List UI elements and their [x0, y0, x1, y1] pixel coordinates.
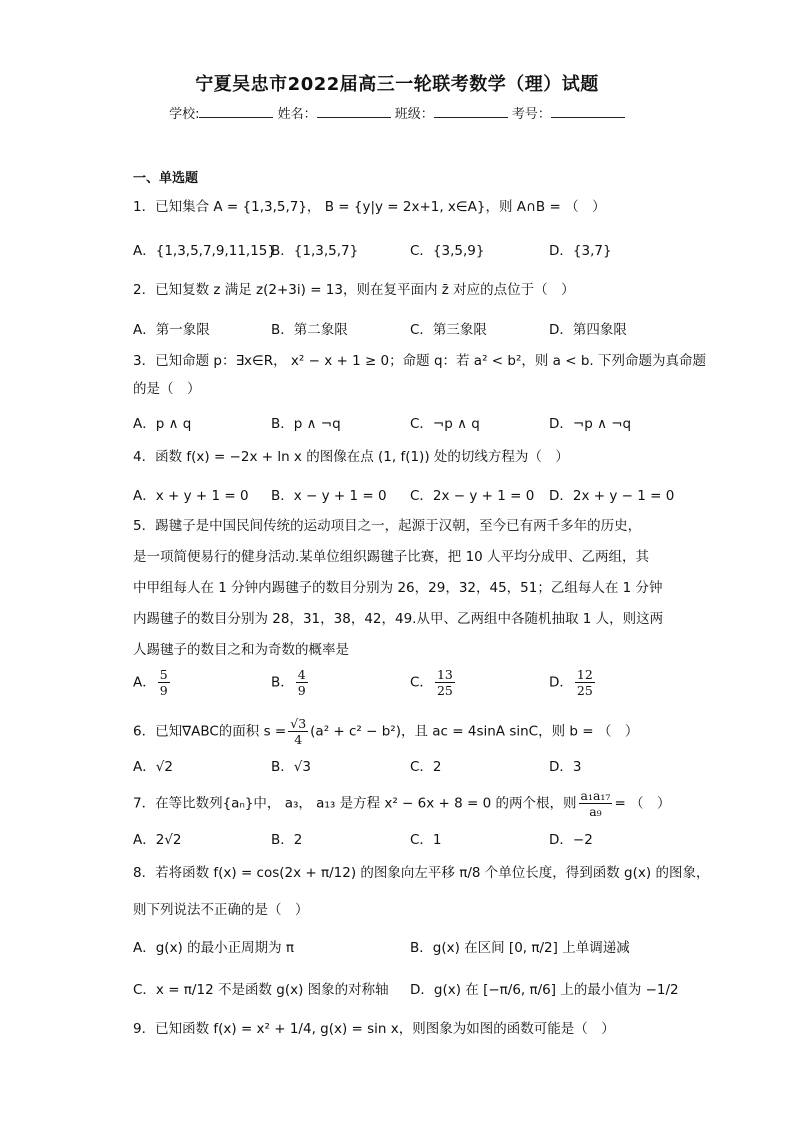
q7-option-b: B．2 [271, 832, 303, 848]
q8-option-c: C．x = π/12 不是函数 g(x) 图象的对称轴 [133, 982, 389, 998]
q8-option-a: A．g(x) 的最小正周期为 π [133, 940, 295, 956]
q6-option-d: D．3 [549, 759, 582, 775]
question-5-line1: 5．踢毽子是中国民间传统的运动项目之一，起源于汉朝，至今已有两千多年的历史， [133, 518, 642, 534]
q4-option-d: D．2x + y − 1 = 0 [549, 488, 675, 504]
q8-option-d: D．g(x) 在 [−π/6, π/6] 上的最小值为 −1/2 [410, 982, 679, 998]
q3-option-b: B．p ∧ ¬q [271, 416, 341, 432]
exam-no-label: 考号： [511, 107, 551, 122]
question-9-stem: 9．已知函数 f(x) = x² + 1/4, g(x) = sin x，则图象为如图的函数可能是（ ） [133, 1021, 615, 1037]
q6-fraction [288, 716, 308, 747]
q7-stem-post: = （ ） [614, 795, 671, 812]
question-7-stem [133, 788, 671, 819]
q6-stem-pre: 6．已知∇ABC的面积 s = [133, 723, 287, 740]
class-blank [434, 105, 508, 118]
q2-option-a: A．第一象限 [133, 322, 210, 338]
q5-option-d-label: D． [549, 674, 573, 691]
question-5-line2: 是一项简便易行的健身活动.某单位组织踢毽子比赛，把 10 人平均分成甲、乙两组，其 [133, 549, 650, 565]
fraction-denominator: 9 [297, 683, 306, 698]
question-2-stem: 2．已知复数 z 满足 z(2+3i) = 13，则在复平面内 z̄ 对应的点位于（ ） [133, 282, 575, 298]
q7-option-a: A．2√2 [133, 832, 182, 848]
class-label: 班级： [394, 107, 434, 122]
q4-option-c: C．2x − y + 1 = 0 [410, 488, 535, 504]
fraction-numerator: √3 [290, 716, 307, 731]
q5-option-c [410, 667, 457, 698]
q5-option-a-label: A． [133, 674, 156, 691]
fraction-denominator: 25 [576, 683, 593, 698]
page-title: 宁夏吴忠市2022届高三一轮联考数学（理）试题 [195, 74, 599, 95]
question-5-line5: 人踢毽子的数目之和为奇数的概率是 [133, 642, 349, 658]
student-info-line [0, 103, 794, 122]
fraction-denominator: 4 [294, 732, 303, 747]
fraction-denominator: a₉ [589, 804, 602, 819]
q6-option-c: C．2 [410, 759, 442, 775]
question-3-stem-line1: 3．已知命题 p：∃x∈R， x² − x + 1 ≥ 0；命题 q：若 a² < b²，则 a < b. 下列命题为真命题 [133, 353, 706, 369]
question-6-stem [133, 716, 638, 747]
question-5-line3: 中甲组每人在 1 分钟内踢毽子的数目分别为 26，29，32，45，51；乙组每人在 1 分钟 [133, 580, 663, 596]
question-5-line4: 内踢毽子的数目分别为 28，31，38，42，49.从甲、乙两组中各随机抽取 1 人，则这两 [133, 611, 664, 627]
q5-option-c-label: C． [410, 674, 433, 691]
q5-option-d-fraction [575, 667, 595, 698]
school-label: 学校: [169, 107, 200, 122]
question-8-stem-line2: 则下列说法不正确的是（ ） [133, 902, 309, 918]
q2-option-d: D．第四象限 [549, 322, 627, 338]
q6-stem-post: (a² + c² − b²)，且 ac = 4sinA sinC，则 b = （ ） [310, 723, 639, 740]
name-label: 姓名： [277, 107, 317, 122]
fraction-numerator: 4 [297, 667, 306, 682]
q5-option-b-fraction [296, 667, 308, 698]
name-blank [317, 105, 391, 118]
q2-option-c: C．第三象限 [410, 322, 487, 338]
q3-option-d: D．¬p ∧ ¬q [549, 416, 632, 432]
fraction-numerator: 5 [159, 667, 168, 682]
question-8-stem-line1: 8．若将函数 f(x) = cos(2x + π/12) 的图象向左平移 π/8 个单位长度，得到函数 g(x) 的图象， [133, 865, 710, 881]
q5-option-c-fraction [435, 667, 455, 698]
q5-option-b-label: B． [271, 674, 294, 691]
fraction-numerator: 13 [436, 667, 453, 682]
q3-option-c: C．¬p ∧ q [410, 416, 480, 432]
fraction-numerator: 12 [576, 667, 593, 682]
q2-option-b: B．第二象限 [271, 322, 348, 338]
q1-option-d: D．{3,7} [549, 243, 612, 259]
question-3-stem-line2: 的是（ ） [133, 381, 201, 397]
section-title: 一、单选题 [133, 171, 199, 186]
q1-option-a: A．{1,3,5,7,9,11,15} [133, 243, 276, 259]
fraction-denominator: 25 [436, 683, 453, 698]
exam-no-blank [551, 105, 625, 118]
q8-option-b: B．g(x) 在区间 [0, π/2] 上单调递减 [410, 940, 630, 956]
q5-option-a-fraction [158, 667, 170, 698]
q4-option-b: B．x − y + 1 = 0 [271, 488, 387, 504]
q1-option-b: B．{1,3,5,7} [271, 243, 359, 259]
q3-option-a: A．p ∧ q [133, 416, 192, 432]
fraction-numerator: a₁a₁₇ [580, 788, 611, 803]
q6-option-b: B．√3 [271, 759, 311, 775]
fraction-denominator: 9 [159, 683, 168, 698]
school-blank [199, 105, 273, 118]
q4-option-a: A．x + y + 1 = 0 [133, 488, 249, 504]
q7-fraction [579, 788, 613, 819]
q7-option-c: C．1 [410, 832, 442, 848]
q5-option-b [271, 667, 310, 698]
q5-option-a [133, 667, 172, 698]
q7-stem-pre: 7．在等比数列{aₙ}中， a₃， a₁₃ 是方程 x² − 6x + 8 = 0 的两个根，则 [133, 795, 577, 812]
q1-option-c: C．{3,5,9} [410, 243, 485, 259]
question-4-stem: 4．函数 f(x) = −2x + ln x 的图像在点 (1, f(1)) 处的切线方程为（ ） [133, 449, 569, 465]
q6-option-a: A．√2 [133, 759, 173, 775]
q5-option-d [549, 667, 597, 698]
q7-option-d: D．−2 [549, 832, 593, 848]
question-1-stem: 1．已知集合 A = {1,3,5,7}， B = {y|y = 2x+1, x∈A}，则 A∩B = （ ） [133, 199, 606, 215]
